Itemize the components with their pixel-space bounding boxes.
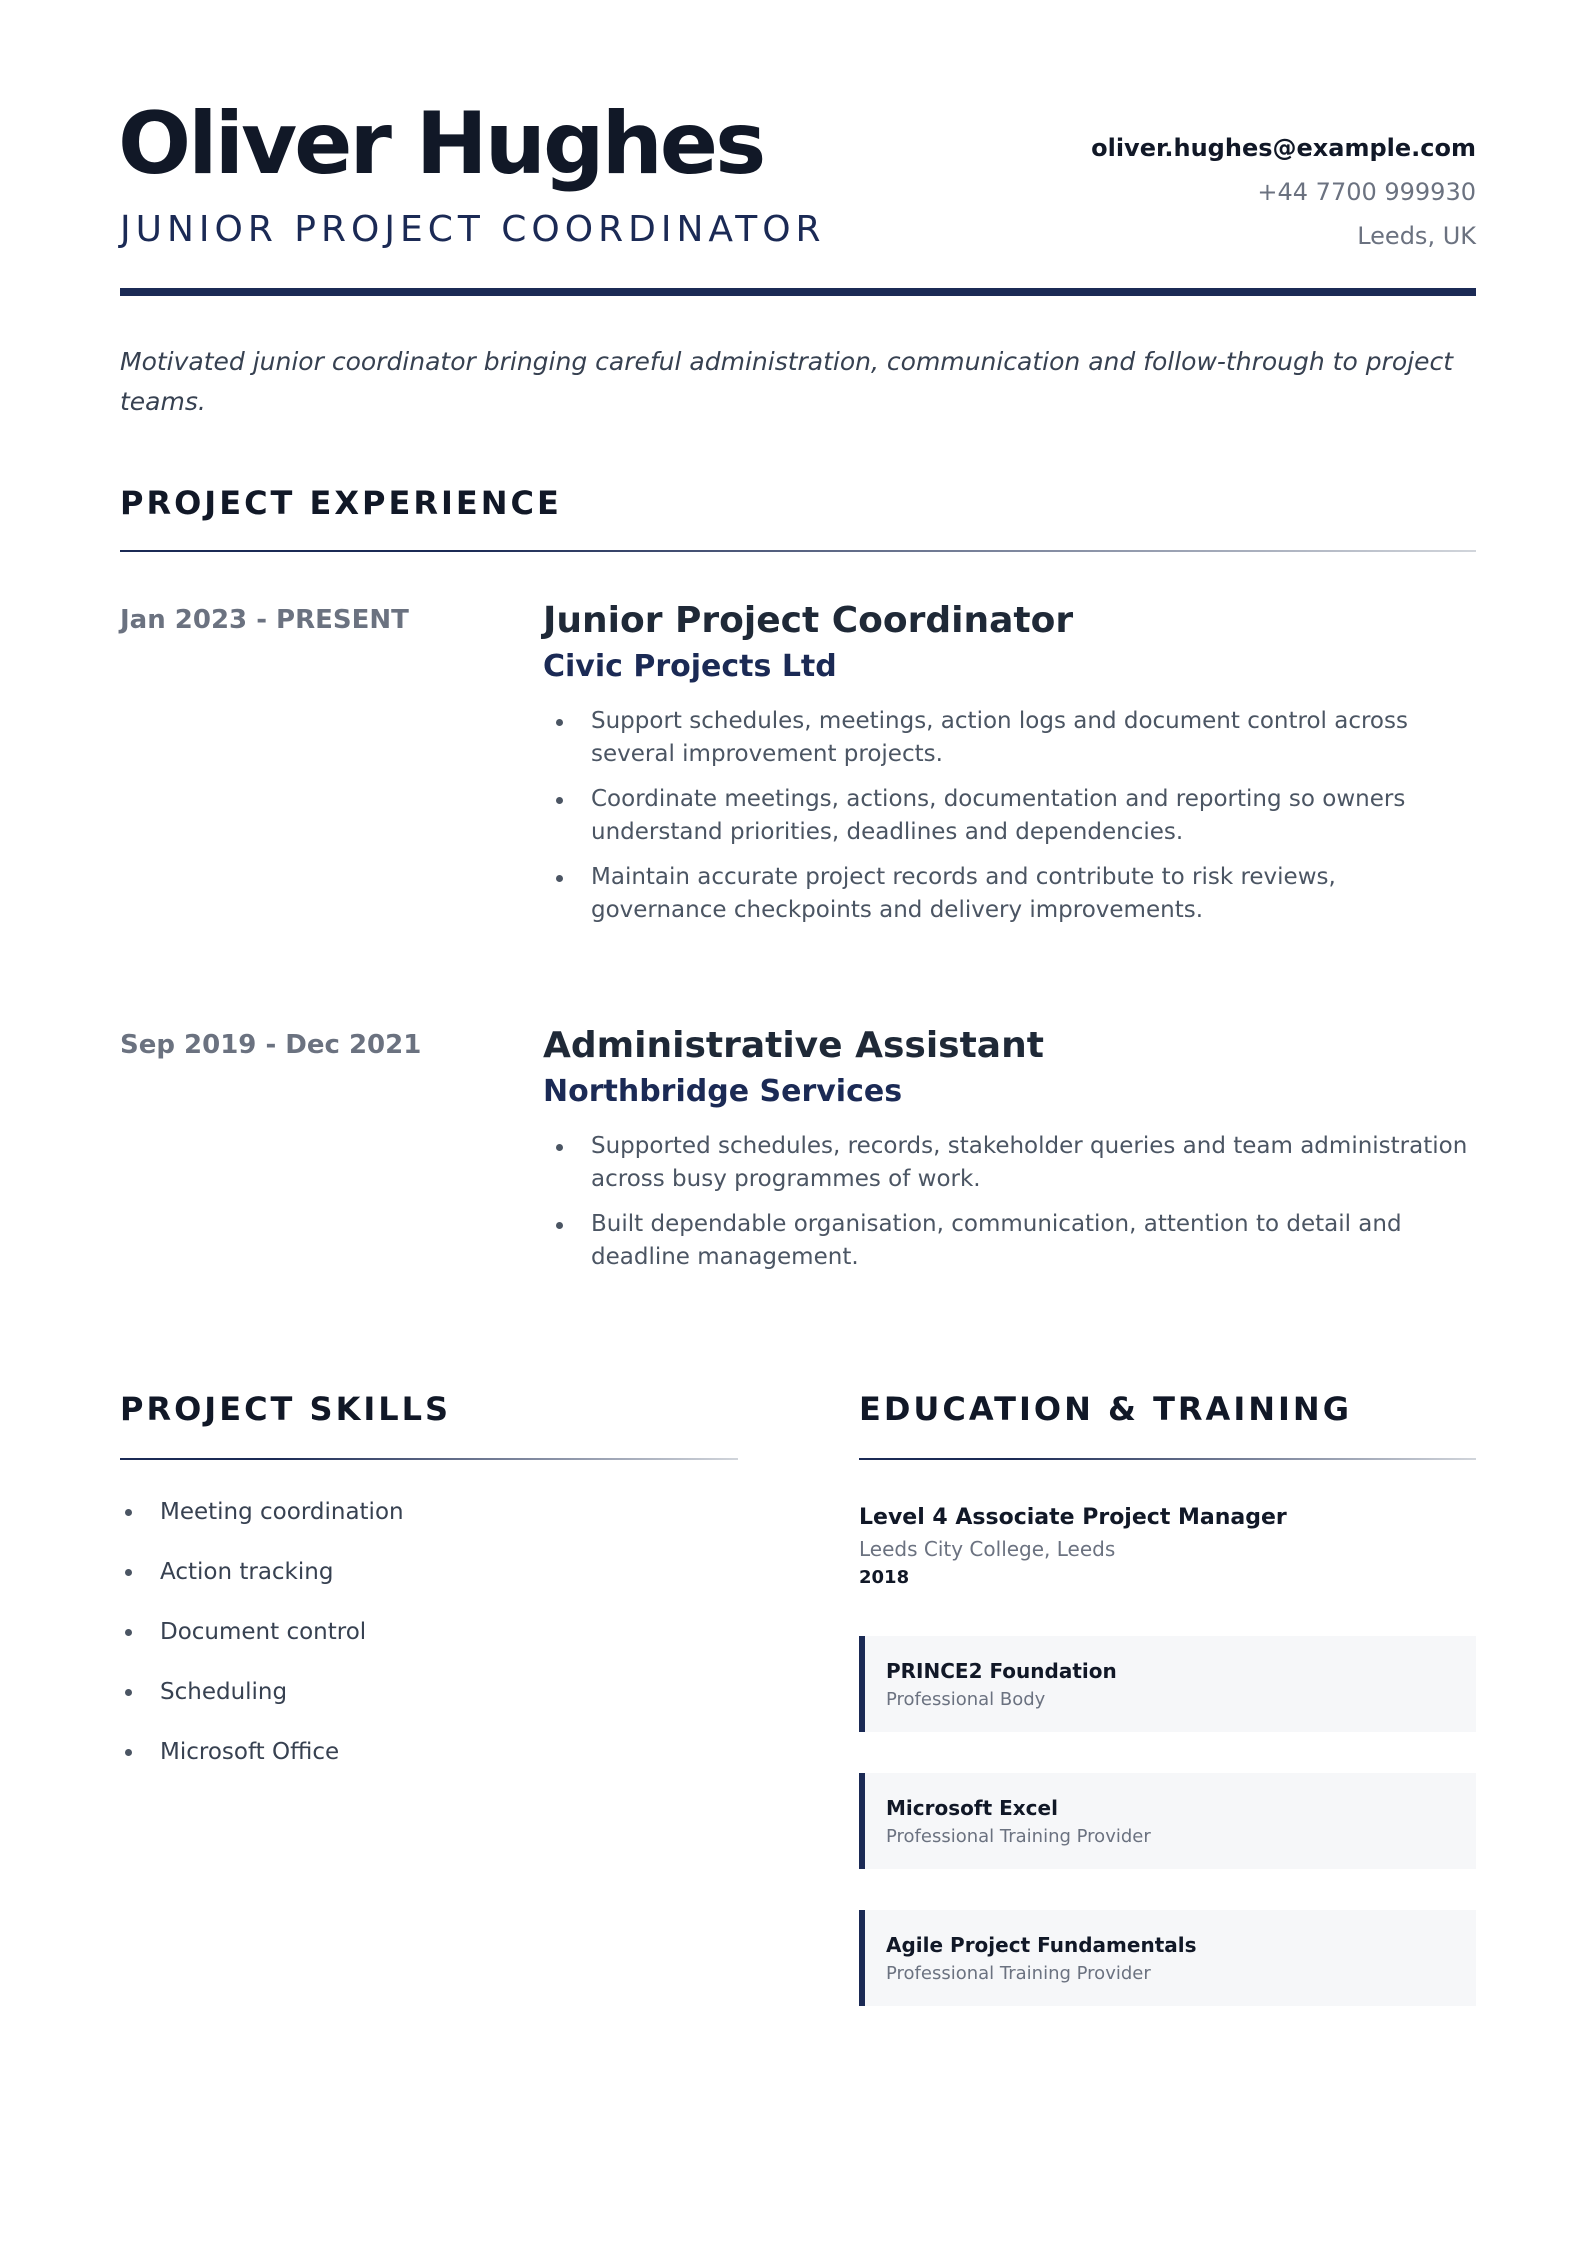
education-divider [859,1458,1476,1460]
job-bullet: Built dependable organisation, communication, attention to detail and deadline management. [543,1208,1476,1274]
skill-item: Meeting coordination [120,1494,738,1554]
education-year: 2018 [859,1567,910,1588]
candidate-name: Oliver Hughes [118,94,764,194]
job-bullet: Support schedules, meetings, action logs and document control across several improvement projects. [543,705,1476,771]
job-bullets [543,1130,1476,1274]
skill-item: Scheduling [120,1674,738,1734]
certification-card [859,1773,1476,1869]
skill-item: Microsoft Office [120,1734,738,1794]
job-company: Civic Projects Ltd [543,649,837,684]
contact-location: Leeds, UK [1357,222,1476,250]
certification-card [859,1636,1476,1732]
skills-list [120,1494,738,1794]
contact-phone[interactable]: +44 7700 999930 [1257,178,1476,206]
certification-provider: Professional Training Provider [886,1963,1151,1984]
skill-item: Action tracking [120,1554,738,1614]
education-section [859,1390,1476,2006]
certification-title: PRINCE2 Foundation [886,1659,1117,1683]
job-bullet: Coordinate meetings, actions, documentation and reporting so owners understand priorities, deadlines and dependencies. [543,783,1476,849]
job-dates: Jan 2023 - PRESENT [120,605,409,635]
experience-heading: PROJECT EXPERIENCE [120,484,562,522]
skills-divider [120,1458,738,1460]
experience-divider [120,550,1476,552]
certification-title: Microsoft Excel [886,1796,1058,1820]
education-title: Level 4 Associate Project Manager [859,1505,1287,1530]
job-bullet: Supported schedules, records, stakeholder queries and team administration across busy programmes of work. [543,1130,1476,1196]
certification-title: Agile Project Fundamentals [886,1933,1197,1957]
contact-email[interactable]: oliver.hughes@example.com [1091,134,1476,162]
job-details [543,1022,1476,1286]
education-institution: Leeds City College, Leeds [859,1537,1116,1561]
education-heading: EDUCATION & TRAINING [859,1390,1352,1428]
skill-item: Document control [120,1614,738,1674]
job-bullet: Maintain accurate project records and contribute to risk reviews, governance checkpoints and delivery improvements. [543,861,1476,927]
education-entry [859,1502,1476,1592]
resume-header [120,96,1476,296]
job-title: Junior Project Coordinator [543,600,1074,641]
certification-card [859,1910,1476,2006]
job-dates: Sep 2019 - Dec 2021 [120,1030,422,1060]
skills-section [120,1390,738,1794]
profile-summary: Motivated junior coordinator bringing careful administration, communication and follow-through to project teams. [120,347,1454,416]
header-divider [120,288,1476,296]
job-title: Administrative Assistant [543,1025,1044,1066]
job-bullets [543,705,1476,927]
job-details [543,597,1476,939]
candidate-title: JUNIOR PROJECT COORDINATOR [120,209,826,250]
contact-block [1091,126,1476,258]
certification-provider: Professional Body [886,1689,1046,1710]
skills-heading: PROJECT SKILLS [120,1390,452,1428]
job-company: Northbridge Services [543,1074,903,1109]
certification-provider: Professional Training Provider [886,1826,1151,1847]
